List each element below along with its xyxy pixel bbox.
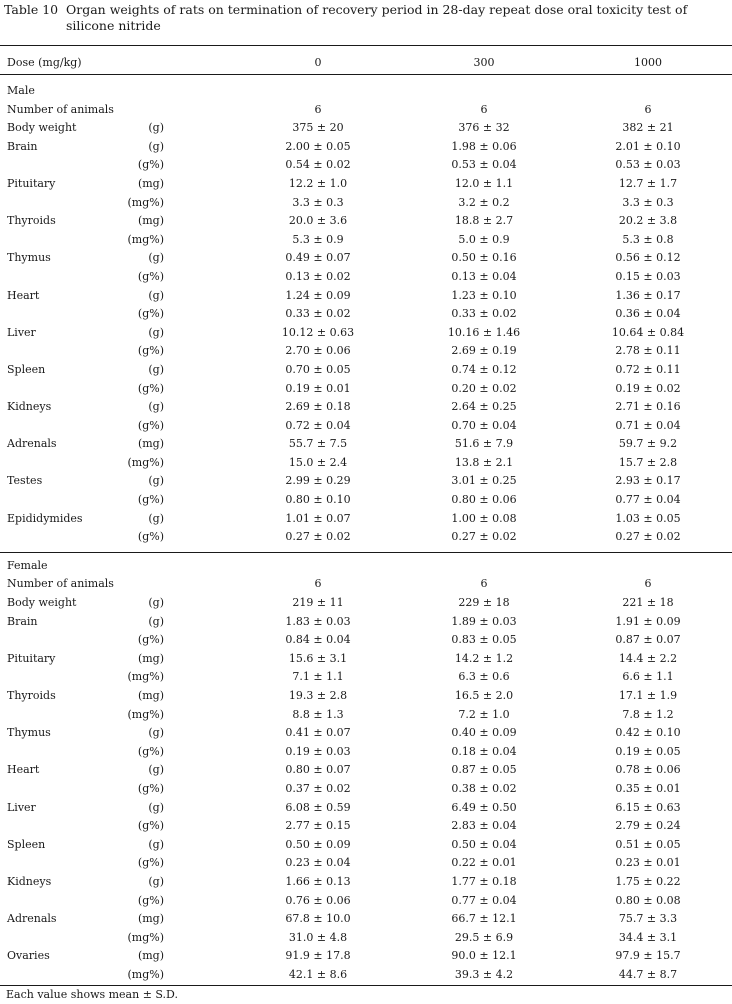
dose-value-cell: 2.00 ± 0.05 bbox=[285, 139, 351, 153]
table-row bbox=[0, 650, 732, 669]
dose-value-cell: 1.77 ± 0.18 bbox=[451, 874, 517, 888]
dose-value-cell: 97.9 ± 15.7 bbox=[615, 949, 681, 963]
organ-label: Ovaries bbox=[7, 949, 50, 963]
organ-label: Brain bbox=[7, 139, 38, 153]
dose-value-cell: 3.3 ± 0.3 bbox=[622, 195, 674, 209]
table-number: Table 10 bbox=[4, 2, 59, 17]
table-row bbox=[0, 268, 732, 287]
dose-value-cell: 14.4 ± 2.2 bbox=[618, 651, 678, 665]
dose-value-cell: 0.70 ± 0.05 bbox=[285, 362, 351, 376]
table-row bbox=[0, 528, 732, 547]
dose-value-cell: 0.84 ± 0.04 bbox=[285, 633, 351, 647]
organ-label: Pituitary bbox=[7, 176, 56, 190]
unit-label: (g) bbox=[148, 474, 164, 488]
dose-value-cell: 0.87 ± 0.05 bbox=[451, 763, 517, 777]
dose-value-cell: 6 bbox=[314, 102, 322, 116]
section-title-row bbox=[0, 557, 732, 576]
unit-label: (mg%) bbox=[127, 195, 164, 209]
table-row bbox=[0, 454, 732, 473]
dose-value-cell: 2.83 ± 0.04 bbox=[451, 819, 517, 833]
dose-value-cell: 5.3 ± 0.9 bbox=[292, 232, 344, 246]
unit-label: (g) bbox=[148, 325, 164, 339]
dose-value-cell: 2.69 ± 0.19 bbox=[451, 344, 517, 358]
dose-value-cell: 0.49 ± 0.07 bbox=[285, 251, 351, 265]
dose-value-cell: 5.0 ± 0.9 bbox=[458, 232, 510, 246]
dose-value-cell: 39.3 ± 4.2 bbox=[454, 967, 514, 981]
dose-value-cell: 3.01 ± 0.25 bbox=[451, 474, 517, 488]
organ-label: Adrenals bbox=[7, 912, 57, 926]
unit-label: (g) bbox=[148, 874, 164, 888]
organ-label: Heart bbox=[7, 763, 40, 777]
dose-value-cell: 376 ± 32 bbox=[458, 121, 510, 135]
dose-value-cell: 0.83 ± 0.05 bbox=[451, 633, 517, 647]
top-rule bbox=[0, 45, 732, 46]
dose-value-cell: 0.27 ± 0.02 bbox=[615, 530, 681, 544]
dose-value-cell: 0.35 ± 0.01 bbox=[615, 781, 681, 795]
dose-value-cell: 15.6 ± 3.1 bbox=[288, 651, 348, 665]
dose-value-cell: 7.2 ± 1.0 bbox=[458, 707, 510, 721]
dose-value-cell: 0.80 ± 0.07 bbox=[285, 763, 351, 777]
dose-value-cell: 75.7 ± 3.3 bbox=[618, 912, 678, 926]
unit-label: (mg%) bbox=[127, 670, 164, 684]
dose-value-cell: 0.20 ± 0.02 bbox=[451, 381, 517, 395]
table-row bbox=[0, 873, 732, 892]
dose-value-cell: 20.0 ± 3.6 bbox=[288, 214, 348, 228]
unit-label: (g) bbox=[148, 614, 164, 628]
dose-value-cell: 29.5 ± 6.9 bbox=[454, 930, 514, 944]
table-row bbox=[0, 799, 732, 818]
table-title: Organ weights of rats on termination of recovery period in 28-day repeat dose oral toxicity test of silicone nitride bbox=[66, 2, 688, 33]
unit-label: (g%) bbox=[137, 781, 164, 795]
table-row bbox=[0, 398, 732, 417]
bottom-rule bbox=[0, 985, 732, 986]
unit-label: (g%) bbox=[137, 633, 164, 647]
dose-value-cell: 44.7 ± 8.7 bbox=[618, 967, 678, 981]
organ-label: Body weight bbox=[7, 596, 77, 610]
dose-value-cell: 0.19 ± 0.05 bbox=[615, 744, 681, 758]
dose-value-cell: 382 ± 21 bbox=[622, 121, 674, 135]
unit-label: (mg) bbox=[137, 912, 164, 926]
dose-value-cell: 2.01 ± 0.10 bbox=[615, 139, 681, 153]
dose-value-cell: 0.33 ± 0.02 bbox=[451, 307, 517, 321]
dose-value-cell: 2.69 ± 0.18 bbox=[285, 400, 351, 414]
dose-value-cell: 221 ± 18 bbox=[622, 596, 674, 610]
dose-value-cell: 0.27 ± 0.02 bbox=[285, 530, 351, 544]
table-row bbox=[0, 156, 732, 175]
dose-value-cell: 16.5 ± 2.0 bbox=[454, 689, 514, 702]
unit-label: (g) bbox=[148, 251, 164, 265]
unit-label: (g) bbox=[148, 596, 164, 610]
unit-label: (g%) bbox=[137, 269, 164, 283]
unit-label: (g%) bbox=[137, 856, 164, 870]
unit-label: (g) bbox=[148, 362, 164, 376]
organ-label: Liver bbox=[7, 800, 36, 814]
dose-value-cell: 3.2 ± 0.2 bbox=[458, 195, 510, 209]
unit-label: (mg%) bbox=[127, 455, 164, 469]
dose-value-cell: 7.1 ± 1.1 bbox=[292, 670, 344, 684]
dose-value-cell: 1.91 ± 0.09 bbox=[615, 614, 681, 628]
dose-value-cell: 14.2 ± 1.2 bbox=[454, 651, 514, 665]
organ-label: Spleen bbox=[7, 362, 46, 376]
table-row bbox=[0, 966, 732, 985]
dose-value-cell: 6 bbox=[314, 577, 322, 591]
table-row bbox=[0, 510, 732, 529]
dose-header-0: 0 bbox=[314, 56, 322, 69]
unit-label: (g%) bbox=[137, 819, 164, 833]
dose-value-cell: 0.53 ± 0.03 bbox=[615, 158, 681, 172]
dose-value-cell: 375 ± 20 bbox=[292, 121, 344, 135]
dose-value-cell: 42.1 ± 8.6 bbox=[288, 967, 348, 981]
header-rule bbox=[0, 74, 732, 75]
table-row bbox=[0, 212, 732, 231]
table-row bbox=[0, 817, 732, 836]
dose-value-cell: 0.77 ± 0.04 bbox=[615, 493, 681, 507]
dose-value-cell: 1.66 ± 0.13 bbox=[285, 874, 351, 888]
table-row bbox=[0, 743, 732, 762]
dose-value-cell: 6 bbox=[480, 577, 488, 591]
dose-value-cell: 15.0 ± 2.4 bbox=[288, 455, 348, 469]
table-row bbox=[0, 836, 732, 855]
table-row bbox=[0, 668, 732, 687]
dose-value-cell: 10.64 ± 0.84 bbox=[611, 325, 685, 339]
dose-value-cell: 229 ± 18 bbox=[458, 596, 510, 610]
table-row bbox=[0, 910, 732, 929]
organ-label: Thymus bbox=[7, 251, 51, 265]
unit-label: (g%) bbox=[137, 493, 164, 507]
dose-value-cell: 0.19 ± 0.01 bbox=[285, 381, 351, 395]
dose-value-cell: 2.78 ± 0.11 bbox=[615, 344, 681, 358]
dose-value-cell: 0.37 ± 0.02 bbox=[285, 781, 351, 795]
dose-value-cell: 13.8 ± 2.1 bbox=[454, 455, 514, 469]
unit-label: (mg) bbox=[137, 437, 164, 451]
dose-value-cell: 0.19 ± 0.03 bbox=[285, 744, 351, 758]
dose-value-cell: 2.93 ± 0.17 bbox=[615, 474, 681, 488]
dose-value-cell: 3.3 ± 0.3 bbox=[292, 195, 344, 209]
table-row bbox=[0, 854, 732, 873]
dose-value-cell: 0.76 ± 0.06 bbox=[285, 893, 351, 907]
organ-label: Adrenals bbox=[7, 437, 57, 451]
dose-value-cell: 15.7 ± 2.8 bbox=[618, 455, 678, 469]
dose-value-cell: 0.22 ± 0.01 bbox=[451, 856, 517, 870]
table-row bbox=[0, 417, 732, 436]
dose-value-cell: 17.1 ± 1.9 bbox=[618, 689, 678, 702]
unit-label: (g%) bbox=[137, 744, 164, 758]
dose-value-cell: 6.49 ± 0.50 bbox=[451, 800, 517, 814]
dose-value-cell: 0.74 ± 0.12 bbox=[451, 362, 517, 376]
unit-label: (g%) bbox=[137, 307, 164, 321]
dose-value-cell: 0.77 ± 0.04 bbox=[451, 893, 517, 907]
dose-value-cell: 0.80 ± 0.08 bbox=[615, 893, 681, 907]
organ-label: Spleen bbox=[7, 837, 46, 851]
table-row bbox=[0, 435, 732, 454]
dose-value-cell: 1.83 ± 0.03 bbox=[285, 614, 351, 628]
table-row bbox=[0, 706, 732, 725]
table-row bbox=[0, 194, 732, 213]
dose-value-cell: 90.0 ± 12.1 bbox=[451, 949, 517, 963]
dose-value-cell: 0.50 ± 0.09 bbox=[285, 837, 351, 851]
dose-value-cell: 6.15 ± 0.63 bbox=[615, 800, 681, 814]
unit-label: (mg) bbox=[137, 176, 164, 190]
table-row bbox=[0, 929, 732, 948]
dose-value-cell: 1.24 ± 0.09 bbox=[285, 288, 351, 302]
dose-value-cell: 0.33 ± 0.02 bbox=[285, 307, 351, 321]
table-row bbox=[0, 101, 732, 120]
dose-value-cell: 0.70 ± 0.04 bbox=[451, 418, 517, 432]
dose-value-cell: 0.41 ± 0.07 bbox=[285, 726, 351, 740]
table-row bbox=[0, 631, 732, 650]
organ-label: Liver bbox=[7, 325, 36, 339]
dose-value-cell: 0.19 ± 0.02 bbox=[615, 381, 681, 395]
unit-label: (g) bbox=[148, 121, 164, 135]
table-row bbox=[0, 361, 732, 380]
dose-value-cell: 0.50 ± 0.16 bbox=[451, 251, 517, 265]
table-row bbox=[0, 249, 732, 268]
dose-value-cell: 0.72 ± 0.04 bbox=[285, 418, 351, 432]
unit-label: (g) bbox=[148, 837, 164, 851]
dose-value-cell: 51.6 ± 7.9 bbox=[454, 437, 514, 451]
dose-value-cell: 2.70 ± 0.06 bbox=[285, 344, 351, 358]
unit-label: (mg%) bbox=[127, 232, 164, 246]
dose-value-cell: 0.13 ± 0.04 bbox=[451, 269, 517, 283]
table-row bbox=[0, 119, 732, 138]
dose-value-cell: 67.8 ± 10.0 bbox=[285, 912, 351, 926]
unit-label: (g) bbox=[148, 726, 164, 740]
organ-label: Number of animals bbox=[7, 102, 114, 116]
table-row bbox=[0, 761, 732, 780]
dose-header-300: 300 bbox=[473, 56, 495, 69]
dose-value-cell: 0.13 ± 0.02 bbox=[285, 269, 351, 283]
dose-value-cell: 8.8 ± 1.3 bbox=[292, 707, 344, 721]
dose-value-cell: 0.53 ± 0.04 bbox=[451, 158, 517, 172]
dose-value-cell: 0.18 ± 0.04 bbox=[451, 744, 517, 758]
dose-value-cell: 0.87 ± 0.07 bbox=[615, 633, 681, 647]
organ-label: Thyroids bbox=[7, 689, 56, 702]
dose-value-cell: 34.4 ± 3.1 bbox=[618, 930, 678, 944]
organ-label: Epididymides bbox=[7, 511, 83, 525]
table-row bbox=[0, 472, 732, 491]
dose-value-cell: 66.7 ± 12.1 bbox=[451, 912, 517, 926]
organ-label: Brain bbox=[7, 614, 38, 628]
table-row bbox=[0, 575, 732, 594]
dose-value-cell: 0.23 ± 0.04 bbox=[285, 856, 351, 870]
section-title: Male bbox=[7, 84, 35, 97]
table-row bbox=[0, 231, 732, 250]
dose-value-cell: 0.71 ± 0.04 bbox=[615, 418, 681, 432]
section-divider bbox=[0, 552, 732, 553]
unit-label: (mg) bbox=[137, 689, 164, 702]
dose-value-cell: 1.23 ± 0.10 bbox=[451, 288, 517, 302]
table-row bbox=[0, 947, 732, 966]
organ-label: Body weight bbox=[7, 121, 77, 135]
dose-value-cell: 0.54 ± 0.02 bbox=[285, 158, 351, 172]
dose-value-cell: 0.72 ± 0.11 bbox=[615, 362, 681, 376]
unit-label: (g%) bbox=[137, 344, 164, 358]
dose-value-cell: 18.8 ± 2.7 bbox=[454, 214, 514, 228]
dose-value-cell: 59.7 ± 9.2 bbox=[618, 437, 678, 451]
organ-label: Heart bbox=[7, 288, 40, 302]
table-row bbox=[0, 780, 732, 799]
unit-label: (mg) bbox=[137, 949, 164, 963]
dose-value-cell: 6 bbox=[644, 102, 652, 116]
dose-value-cell: 1.98 ± 0.06 bbox=[451, 139, 517, 153]
unit-label: (mg) bbox=[137, 214, 164, 228]
table-row bbox=[0, 324, 732, 343]
dose-value-cell: 1.36 ± 0.17 bbox=[615, 288, 681, 302]
unit-label: (mg%) bbox=[127, 967, 164, 981]
unit-label: (g) bbox=[148, 288, 164, 302]
section-title: Female bbox=[7, 558, 48, 572]
organ-label: Testes bbox=[7, 474, 43, 488]
dose-value-cell: 219 ± 11 bbox=[292, 596, 344, 610]
dose-value-cell: 5.3 ± 0.8 bbox=[622, 232, 674, 246]
dose-value-cell: 7.8 ± 1.2 bbox=[622, 707, 674, 721]
unit-label: (mg) bbox=[137, 651, 164, 665]
table-row bbox=[0, 687, 732, 706]
unit-label: (g%) bbox=[137, 381, 164, 395]
table-row bbox=[0, 594, 732, 613]
table-row bbox=[0, 175, 732, 194]
table-row bbox=[0, 892, 732, 911]
dose-value-cell: 0.78 ± 0.06 bbox=[615, 763, 681, 777]
dose-value-cell: 0.80 ± 0.10 bbox=[285, 493, 351, 507]
organ-label: Pituitary bbox=[7, 651, 56, 665]
table-row bbox=[0, 138, 732, 157]
unit-label: (g%) bbox=[137, 893, 164, 907]
unit-label: (g) bbox=[148, 800, 164, 814]
table-row bbox=[0, 287, 732, 306]
dose-value-cell: 0.50 ± 0.04 bbox=[451, 837, 517, 851]
dose-value-cell: 0.15 ± 0.03 bbox=[615, 269, 681, 283]
dose-value-cell: 2.71 ± 0.16 bbox=[615, 400, 681, 414]
table-row bbox=[0, 613, 732, 632]
dose-value-cell: 0.40 ± 0.09 bbox=[451, 726, 517, 740]
organ-weight-table bbox=[0, 82, 732, 985]
dose-value-cell: 6 bbox=[480, 102, 488, 116]
dose-value-cell: 6 bbox=[644, 577, 652, 591]
dose-value-cell: 1.01 ± 0.07 bbox=[285, 511, 351, 525]
dose-value-cell: 0.51 ± 0.05 bbox=[615, 837, 681, 851]
dose-value-cell: 31.0 ± 4.8 bbox=[288, 930, 348, 944]
dose-value-cell: 0.56 ± 0.12 bbox=[615, 251, 681, 265]
dose-value-cell: 6.6 ± 1.1 bbox=[622, 670, 674, 684]
unit-label: (g) bbox=[148, 763, 164, 777]
dose-value-cell: 1.00 ± 0.08 bbox=[451, 511, 517, 525]
table-row bbox=[0, 380, 732, 399]
dose-value-cell: 91.9 ± 17.8 bbox=[285, 949, 351, 963]
dose-value-cell: 6.3 ± 0.6 bbox=[458, 670, 510, 684]
dose-value-cell: 2.79 ± 0.24 bbox=[615, 819, 681, 833]
unit-label: (g%) bbox=[137, 158, 164, 172]
dose-value-cell: 12.7 ± 1.7 bbox=[618, 176, 678, 190]
dose-value-cell: 2.99 ± 0.29 bbox=[285, 474, 351, 488]
unit-label: (g%) bbox=[137, 530, 164, 544]
unit-label: (g) bbox=[148, 400, 164, 414]
unit-label: (mg%) bbox=[127, 707, 164, 721]
dose-value-cell: 10.12 ± 0.63 bbox=[281, 325, 355, 339]
dose-value-cell: 0.23 ± 0.01 bbox=[615, 856, 681, 870]
unit-label: (g) bbox=[148, 511, 164, 525]
dose-value-cell: 10.16 ± 1.46 bbox=[447, 325, 521, 339]
dose-header-label: Dose (mg/kg) bbox=[7, 56, 82, 69]
dose-value-cell: 0.36 ± 0.04 bbox=[615, 307, 681, 321]
dose-value-cell: 55.7 ± 7.5 bbox=[288, 437, 348, 451]
dose-value-cell: 0.80 ± 0.06 bbox=[451, 493, 517, 507]
organ-label: Kidneys bbox=[7, 400, 52, 414]
dose-value-cell: 20.2 ± 3.8 bbox=[618, 214, 678, 228]
dose-value-cell: 2.64 ± 0.25 bbox=[451, 400, 517, 414]
dose-value-cell: 0.27 ± 0.02 bbox=[451, 530, 517, 544]
dose-value-cell: 0.42 ± 0.10 bbox=[615, 726, 681, 740]
dose-value-cell: 6.08 ± 0.59 bbox=[285, 800, 351, 814]
table-row bbox=[0, 342, 732, 361]
dose-value-cell: 1.75 ± 0.22 bbox=[615, 874, 681, 888]
dose-value-cell: 2.77 ± 0.15 bbox=[285, 819, 351, 833]
dose-value-cell: 19.3 ± 2.8 bbox=[288, 689, 348, 702]
dose-value-cell: 12.2 ± 1.0 bbox=[288, 176, 348, 190]
section-title-row bbox=[0, 82, 732, 101]
unit-label: (g) bbox=[148, 139, 164, 153]
organ-label: Kidneys bbox=[7, 874, 52, 888]
dose-value-cell: 0.38 ± 0.02 bbox=[451, 781, 517, 795]
table-row bbox=[0, 305, 732, 324]
dose-value-cell: 1.89 ± 0.03 bbox=[451, 614, 517, 628]
dose-value-cell: 1.03 ± 0.05 bbox=[615, 511, 681, 525]
dose-value-cell: 12.0 ± 1.1 bbox=[454, 176, 514, 190]
table-row bbox=[0, 724, 732, 743]
organ-label: Number of animals bbox=[7, 577, 114, 591]
footnote: Each value shows mean ± S.D. bbox=[6, 988, 178, 1001]
organ-label: Thyroids bbox=[7, 214, 56, 228]
organ-label: Thymus bbox=[7, 726, 51, 740]
dose-header-1000: 1000 bbox=[634, 56, 662, 69]
table-row bbox=[0, 491, 732, 510]
unit-label: (mg%) bbox=[127, 930, 164, 944]
unit-label: (g%) bbox=[137, 418, 164, 432]
